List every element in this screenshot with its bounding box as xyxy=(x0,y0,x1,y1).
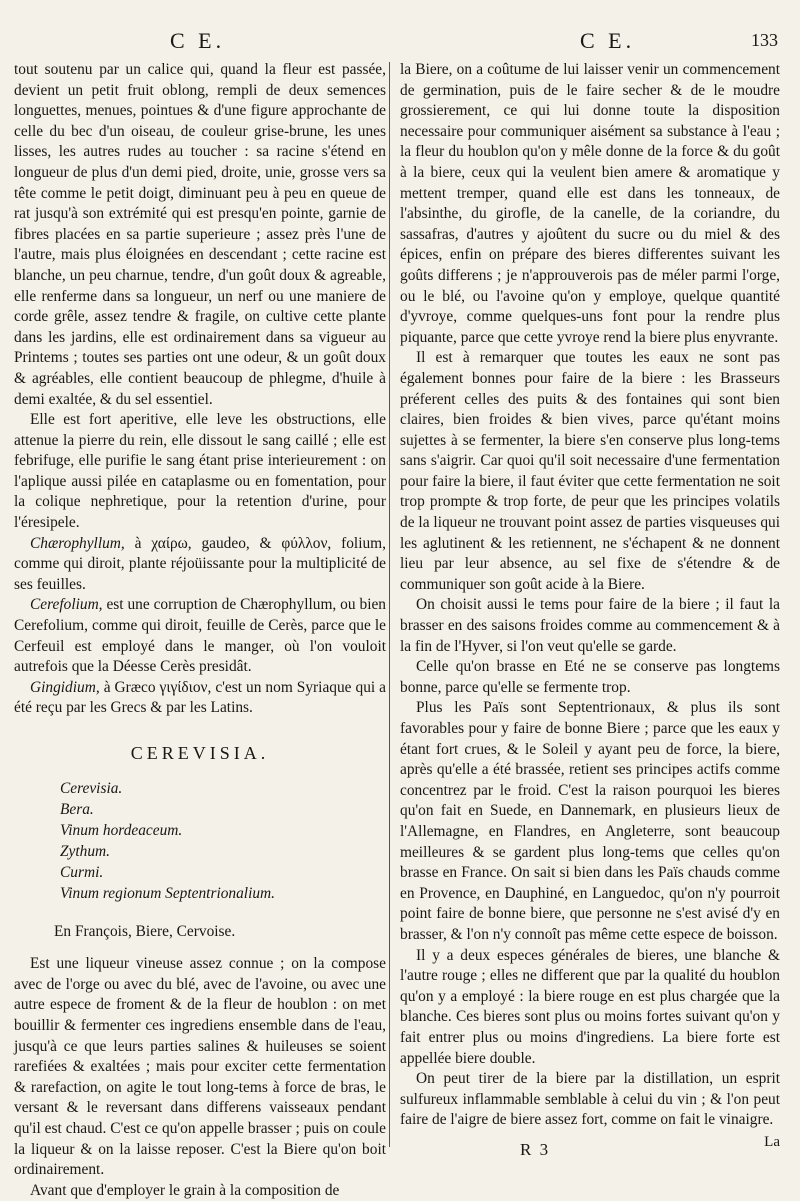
left-column xyxy=(14,60,386,1201)
running-head-right: C E. xyxy=(580,28,636,53)
column-rule xyxy=(389,62,390,1147)
paragraph: Est une liqueur vineuse assez connue ; on la compose avec de l'orge ou avec du blé, avec de l'avoine, ou avec une autre espece de froment & de la fleur de houblon : on met bouillir & fermenter ces ingrediens ensemble dans de l'eau, jusqu'à ce que leurs parties salines & huileuses se soient rarefiées & exaltées ; mais pour exciter cette fermentation & rarefaction, on agite le tout long-tems à force de bras, le versant & le reversant dans differens vaisseaux pendant qu'il est chaud. C'est ce qu'on appelle brasser ; puis on coule la liqueur & on la laisse reposer. C'est la Biere qu'on boit ordinairement. xyxy=(14,955,386,1179)
term: Gingidium, xyxy=(30,678,100,696)
synonym: Vinum regionum Septentrionalium. xyxy=(60,884,276,902)
paragraph: On choisit aussi le tems pour faire de la biere ; il faut la brasser en des saisons froides comme au commencement & à la fin de l'Hyver, si l'on veut qu'elle se garde. xyxy=(400,596,780,655)
entry-heading: CEREVISIA. xyxy=(130,743,270,763)
term: Cerefolium, xyxy=(30,596,103,614)
paragraph: Elle est fort aperitive, elle leve les obstructions, elle attenue la pierre du rein, elle dissout le sang caillé ; elle est febrifuge, elle purifie le sang étant prise interieurement : on l'aplique aussi pilée en cataplasme ou en fomentation, pour la colique nephretique, pour la retention d'urine, pour l'éresipele. xyxy=(14,411,386,532)
page-number: 133 xyxy=(751,30,778,50)
synonym: Vinum hordeaceum. xyxy=(60,821,183,839)
paragraph: Il est à remarquer que toutes les eaux ne sont pas également bonnes pour faire de la biere : les Brasseurs préferent celles des puits & des fontaines qui sont bien claires, bien froides & bien vives, parce qu'étant moins sujettes à se fermenter, la biere s'en conserve plus long-tems sans s'aigrir. Car quoi qu'il soit necessaire d'une fermentation pour faire la biere, il faut éviter que cette fermentation ne soit trop prompte & trop forte, de peur que les principes volatils de la liqueur ne trouvant point assez de parties visqueuses qui les aglutinent & les retiennent, ne s'échapent & ne donnent lieu par leur absence, au sel fixe de s'étendre & de communiquer son goût acide à la Biere. xyxy=(400,349,780,593)
running-head-left: C E. xyxy=(170,28,226,53)
paragraph: Chærophyllum, à χαίρω, gaudeo, & φύλλον, folium, comme qui diroit, plante réjoüissante pour la multiplicité de ses feuilles. xyxy=(14,534,386,593)
signature-mark: R 3 xyxy=(520,1140,551,1159)
paragraph: Avant que d'employer le grain à la composition de xyxy=(30,1181,340,1199)
running-head xyxy=(0,28,800,58)
synonym: Bera. xyxy=(60,800,94,818)
paragraph: On peut tirer de la biere par la distillation, un esprit sulfureux inflammable semblable à celui du vin ; & l'on peut faire de l'aigre de biere assez fort, comme on fait le vinaigre. xyxy=(400,1070,780,1129)
paragraph: Plus les Païs sont Septentrionaux, & plus ils sont favorables pour y faire de bonne Biere ; parce que les eaux y étant fort crues, & le Soleil y ayant peu de force, la biere, après qu'elle a été brassée, retient ses principes actifs comme concentrez par le froid. C'est la raison pourquoi les bieres qu'on fait en Suede, en Dannemark, en plusieurs lieux de l'Allemagne, en Flandres, en Angleterre, sont beaucoup meilleures & se gardent plus long-tems que celles qu'on brasse en France. On sait si bien dans les Païs chauds comme en Provence, en Dauphiné, en Languedoc, qu'on n'y pourroit point faire de bonne biere, que personne ne s'est avisé d'y en brasser, & l'on n'y connoît pas même cette espece de boisson. xyxy=(400,699,780,943)
paragraph: la Biere, on a coûtume de lui laisser venir un commencement de germination, puis de le faire secher & de le moudre grossierement, ce qui lui donne toute la disposition necessaire pour communiquer aisément sa substance à l'eau ; la fleur du houblon qu'on y mêle donne de la force & du goût à la biere, ceux qui la veulent bien amere & aromatique y mettent tremper, quand elle est dans les tonneaux, de l'absinthe, du girofle, de la canelle, de la coriandre, du sassafras, d'autres y ajoûtent du sucre ou du miel & des épices, enfin on prépare des bieres differentes suivant les goûts differens ; je n'approuverois pas de méler parmi l'orge, ou le blé, ou l'avoine qu'on y employe, quelque quantité d'yvroye, comme quelques-uns font pour la rendre plus piquante, parce que cette yvroye rend la biere plus enyvrante. xyxy=(400,61,780,346)
synonym: Zythum. xyxy=(60,842,111,860)
french-name: En François, Biere, Cervoise. xyxy=(54,922,236,940)
synonym-list xyxy=(60,778,386,904)
paragraph: Il y a deux especes générales de bieres, une blanche & l'autre rouge ; elles ne different que par la qualité du houblon qu'on y a employé : la biere rouge en est plus chargée que la blanche. Ces bieres sont plus ou moins fortes suivant qu'on y fait entrer plus ou moins d'ingrediens. La biere forte est appellée biere double. xyxy=(400,946,780,1067)
paragraph: Gingidium, à Græco γιγίδιον, c'est un nom Syriaque qui a été reçu par les Grecs & par les Latins. xyxy=(14,678,386,717)
paragraph: Celle qu'on brasse en Eté ne se conserve pas longtems bonne, parce qu'elle se fermente trop. xyxy=(400,658,780,696)
catchword: La xyxy=(764,1134,780,1150)
term: Chærophyllum, xyxy=(30,534,125,552)
right-column xyxy=(400,60,780,1131)
paragraph: tout soutenu par un calice qui, quand la fleur est passée, devient un petit fruit oblong, rempli de deux semences longuettes, menues, pointues & d'une figure approchante de celle du bec d'un oiseau, de couleur grise-brune, les unes lisses, les autres rudes au toucher : sa racine s'étend en longueur de plus d'un demi pied, droite, unie, grosse vers sa tête comme le petit doigt, diminuant peu à peu en queue de rat jusqu'à son extrémité qui est presqu'en pointe, garnie de fibres placées en sa partie superieure ; assez près l'une de l'autre, mais plus éloignées en descendant ; cette racine est blanche, un peu charnue, tendre, d'un goût doux & agreable, elle renferme dans sa longueur, un nerf ou une maniere de corde grêle, assez tendre & fragile, on cultive cette plante dans les jardins, elle est ordinairement dans sa vigueur au Printems ; toutes ses parties ont une odeur, & un goût doux & agréables, elle contient beaucoup de phlegme, d'huile à demi exaltée, & du sel essentiel. xyxy=(14,61,386,408)
synonym: Cerevisia. xyxy=(60,779,123,797)
synonym: Curmi. xyxy=(60,863,104,881)
paragraph: Cerefolium, est une corruption de Chærophyllum, ou bien Cerefolium, comme qui diroit, feuille de Cerès, parce que le Cerfeuil est employé dans le manger, où l'on vouloit autrefois que la Déesse Cerès presidât. xyxy=(14,596,386,676)
